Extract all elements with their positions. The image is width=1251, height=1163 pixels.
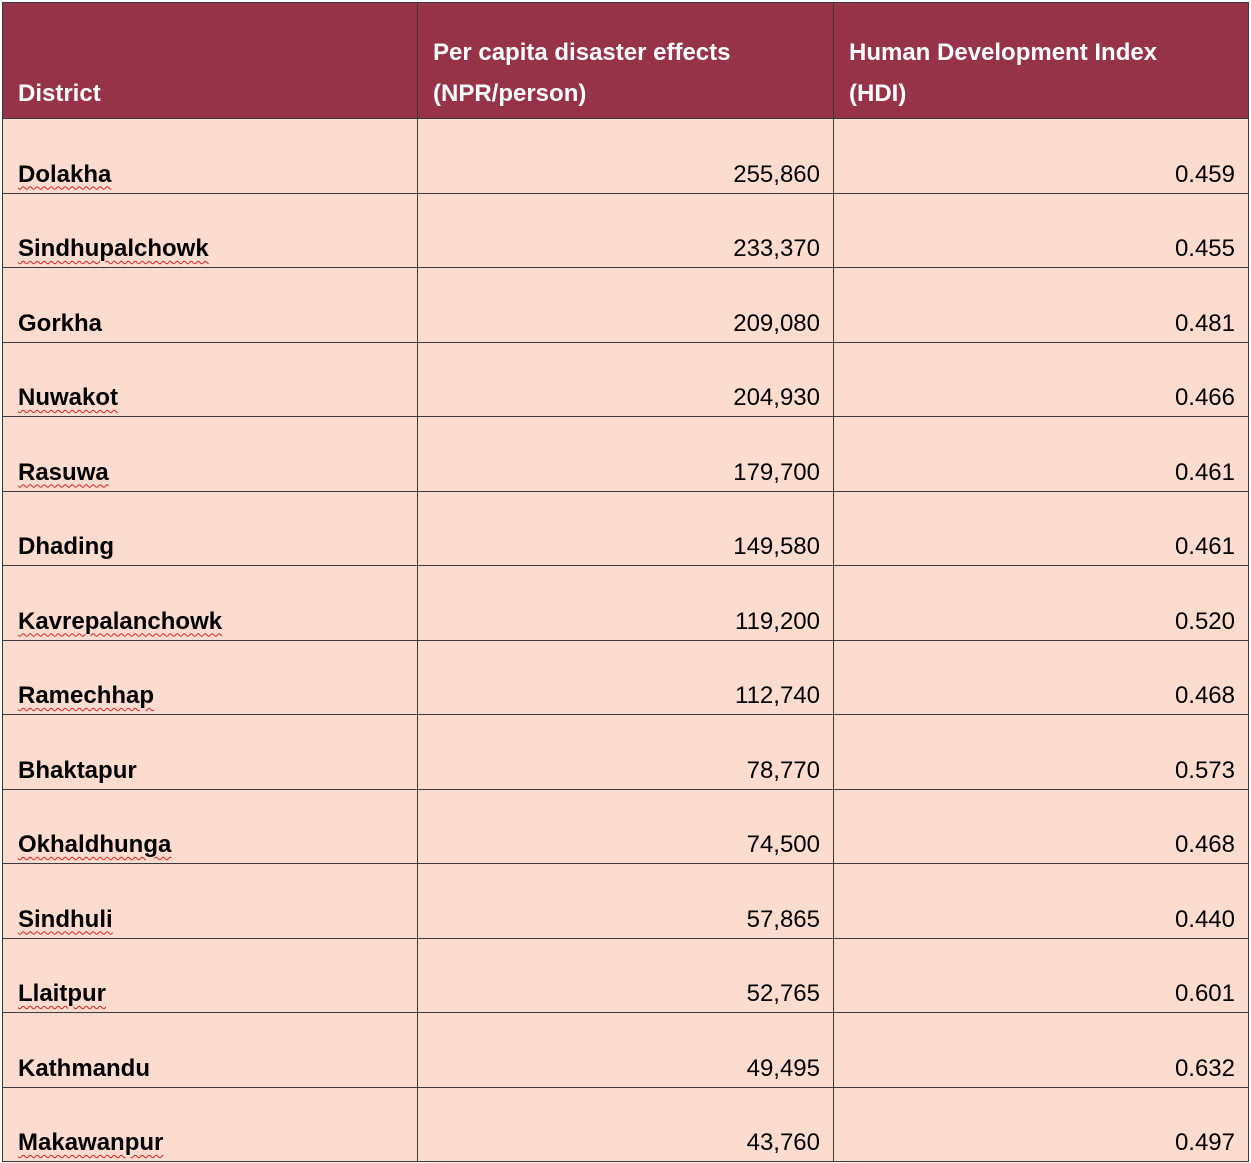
table-row <box>3 193 1249 268</box>
district-name: Ramechhap <box>18 682 155 709</box>
per-capita-effects-value: 78,770 <box>418 715 834 790</box>
per-capita-effects-value: 49,495 <box>418 1013 834 1088</box>
per-capita-effects-value: 52,765 <box>418 938 834 1013</box>
table-row <box>3 342 1249 417</box>
table-row <box>3 417 1249 492</box>
per-capita-effects-value: 179,700 <box>418 417 834 492</box>
per-capita-effects-value: 204,930 <box>418 342 834 417</box>
district-cell <box>3 417 418 492</box>
district-name: Bhaktapur <box>18 756 137 784</box>
district-cell <box>3 119 418 194</box>
table-row <box>3 864 1249 939</box>
district-cell <box>3 640 418 715</box>
table-header <box>3 3 1249 119</box>
hdi-value: 0.497 <box>834 1087 1249 1162</box>
table-row <box>3 268 1249 343</box>
hdi-value: 0.520 <box>834 566 1249 641</box>
header-row <box>3 3 1249 119</box>
header-hdi-line1: Human Development Index <box>849 39 1158 66</box>
hdi-value: 0.461 <box>834 491 1249 566</box>
district-cell <box>3 715 418 790</box>
district-cell <box>3 864 418 939</box>
header-district-label: District <box>18 80 101 107</box>
district-name: Gorkha <box>18 309 103 337</box>
district-name: Sindhuli <box>18 905 113 933</box>
district-cell <box>3 1013 418 1088</box>
district-name: Dhading <box>18 533 114 560</box>
header-hdi-line2: (HDI) <box>849 80 907 107</box>
district-name: Kavrepalanchowk <box>18 607 223 635</box>
district-name: Sindhupalchowk <box>18 235 209 262</box>
district-cell <box>3 342 418 417</box>
district-cell <box>3 1087 418 1162</box>
hdi-value: 0.481 <box>834 268 1249 343</box>
per-capita-effects-value: 255,860 <box>418 119 834 194</box>
district-name: Kathmandu <box>18 1054 150 1082</box>
per-capita-effects-value: 74,500 <box>418 789 834 864</box>
table-row <box>3 1013 1249 1088</box>
table-row <box>3 1087 1249 1162</box>
district-name: Dolakha <box>18 160 112 188</box>
table-row <box>3 789 1249 864</box>
table-row <box>3 119 1249 194</box>
per-capita-effects-value: 112,740 <box>418 640 834 715</box>
header-hdi <box>834 3 1249 119</box>
table-row <box>3 491 1249 566</box>
per-capita-effects-value: 233,370 <box>418 193 834 268</box>
per-capita-effects-value: 149,580 <box>418 491 834 566</box>
district-cell <box>3 268 418 343</box>
district-name: Okhaldhunga <box>18 831 172 858</box>
hdi-value: 0.459 <box>834 119 1249 194</box>
hdi-value: 0.632 <box>834 1013 1249 1088</box>
table-row <box>3 715 1249 790</box>
district-cell <box>3 566 418 641</box>
header-district <box>3 3 418 119</box>
district-cell <box>3 938 418 1013</box>
disaster-hdi-table <box>2 2 1249 1162</box>
table-row <box>3 938 1249 1013</box>
district-name: Nuwakot <box>18 384 119 411</box>
hdi-value: 0.468 <box>834 789 1249 864</box>
header-effects-line1: Per capita disaster effects <box>433 39 731 66</box>
district-name: Makawanpur <box>18 1129 164 1156</box>
hdi-value: 0.440 <box>834 864 1249 939</box>
district-cell <box>3 491 418 566</box>
per-capita-effects-value: 43,760 <box>418 1087 834 1162</box>
hdi-value: 0.455 <box>834 193 1249 268</box>
district-name: Llaitpur <box>18 980 106 1007</box>
district-name: Rasuwa <box>18 458 109 486</box>
district-cell <box>3 193 418 268</box>
hdi-value: 0.468 <box>834 640 1249 715</box>
district-cell <box>3 789 418 864</box>
table-body <box>3 119 1249 1162</box>
per-capita-effects-value: 119,200 <box>418 566 834 641</box>
hdi-value: 0.466 <box>834 342 1249 417</box>
hdi-value: 0.461 <box>834 417 1249 492</box>
table-row <box>3 640 1249 715</box>
header-per-capita-effects <box>418 3 834 119</box>
per-capita-effects-value: 209,080 <box>418 268 834 343</box>
hdi-value: 0.601 <box>834 938 1249 1013</box>
table-row <box>3 566 1249 641</box>
hdi-value: 0.573 <box>834 715 1249 790</box>
per-capita-effects-value: 57,865 <box>418 864 834 939</box>
header-effects-line2: (NPR/person) <box>433 80 587 107</box>
